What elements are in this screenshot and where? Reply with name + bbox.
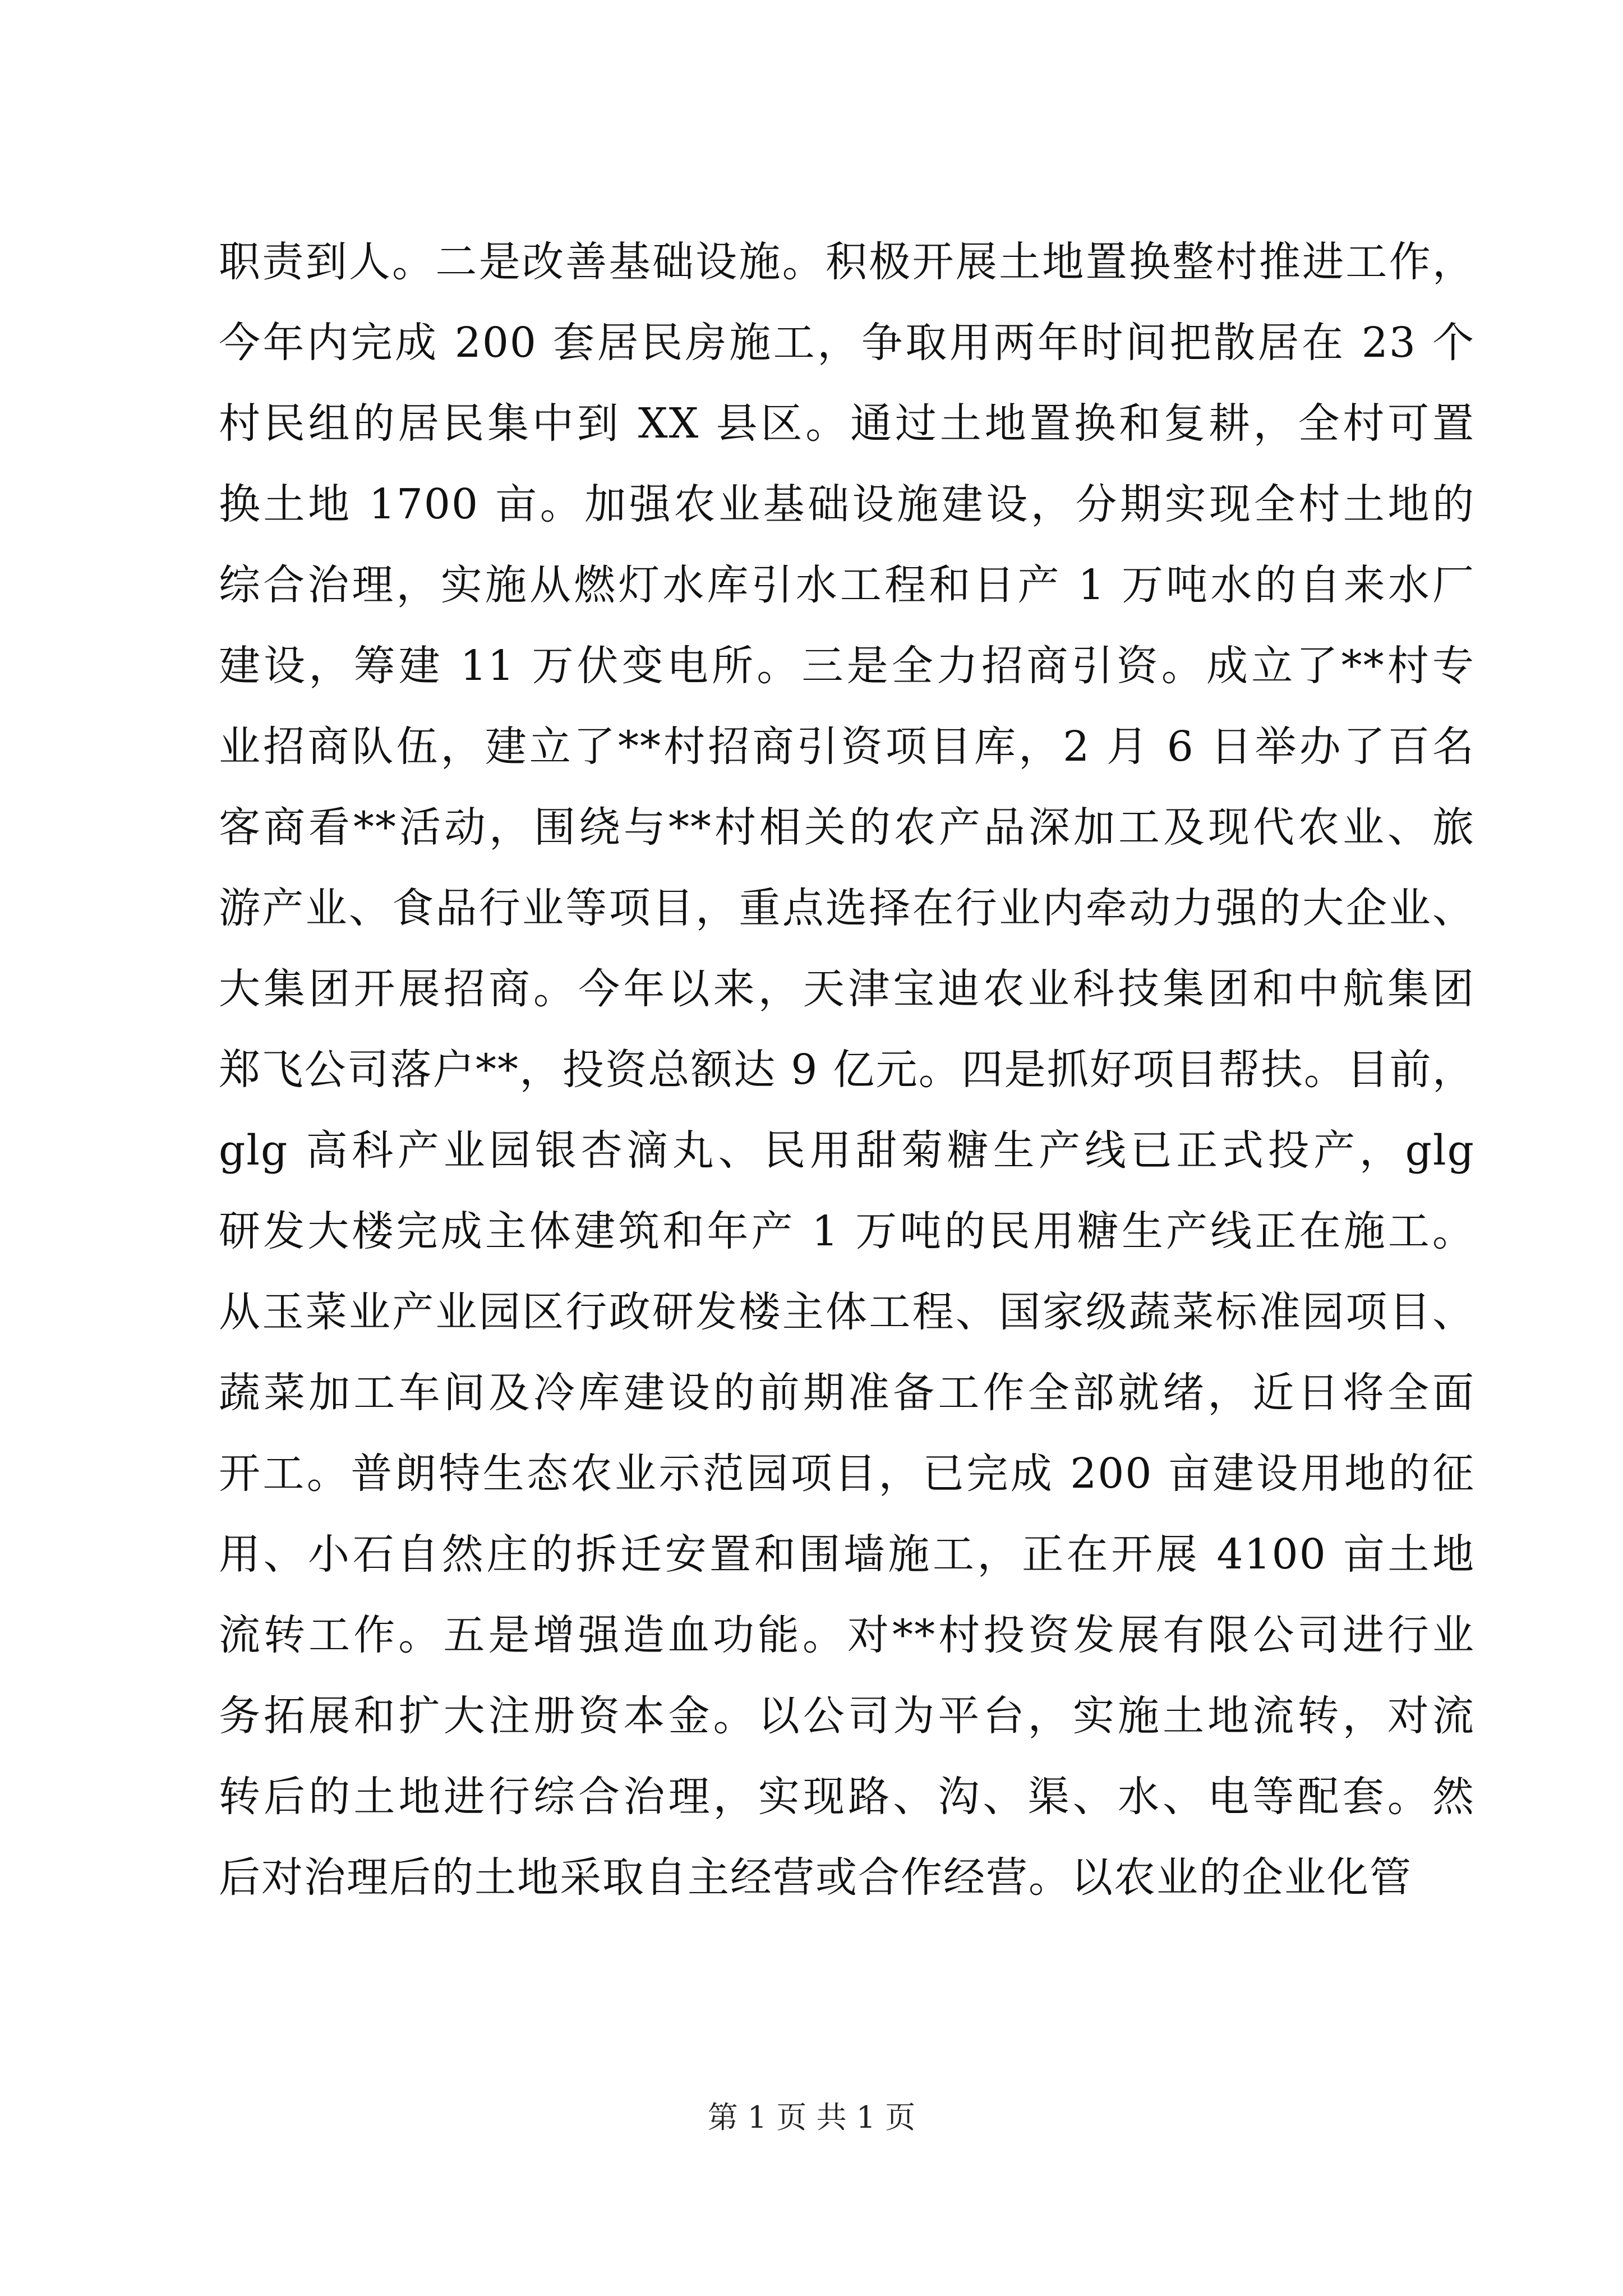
text-line: 大集团开展招商。今年以来，天津宝迪农业科技集团和中航集团 xyxy=(219,965,1475,1013)
text-line: 郑飞公司落户**，投资总额达 9 亿元。四是抓好项目帮扶。目前， xyxy=(219,1046,1475,1094)
page-footer: 第 1 页 共 1 页 xyxy=(707,2100,916,2135)
text-line: 建设，筹建 11 万伏变电所。三是全力招商引资。成立了**村专 xyxy=(219,642,1475,690)
body-text xyxy=(219,222,1475,1918)
text-line: glg 高科产业园银杏滴丸、民用甜菊糖生产线已正式投产，glg xyxy=(219,1126,1475,1175)
text-line: 综合治理，实施从燃灯水库引水工程和日产 1 万吨水的自来水厂 xyxy=(219,561,1475,609)
text-line: 游产业、食品行业等项目，重点选择在行业内牵动力强的大企业、 xyxy=(219,884,1475,932)
text-line: 后对治理后的土地采取自主经营或合作经营。以农业的企业化管 xyxy=(219,1853,1412,1902)
text-line: 用、小石自然庄的拆迁安置和围墙施工，正在开展 4100 亩土地 xyxy=(219,1530,1475,1579)
text-line: 研发大楼完成主体建筑和年产 1 万吨的民用糖生产线正在施工。 xyxy=(219,1207,1475,1255)
text-line: 客商看**活动，围绕与**村相关的农产品深加工及现代农业、旅 xyxy=(219,803,1475,852)
text-line: 转后的土地进行综合治理，实现路、沟、渠、水、电等配套。然 xyxy=(219,1773,1475,1821)
text-line: 务拓展和扩大注册资本金。以公司为平台，实施土地流转，对流 xyxy=(219,1692,1475,1740)
text-line: 开工。普朗特生态农业示范园项目，已完成 200 亩建设用地的征 xyxy=(219,1450,1475,1498)
text-line: 从玉菜业产业园区行政研发楼主体工程、国家级蔬菜标准园项目、 xyxy=(219,1288,1475,1336)
text-line: 流转工作。五是增强造血功能。对**村投资发展有限公司进行业 xyxy=(219,1611,1475,1659)
text-line: 今年内完成 200 套居民房施工，争取用两年时间把散居在 23 个 xyxy=(219,319,1475,367)
text-line: 换土地 1700 亩。加强农业基础设施建设，分期实现全村土地的 xyxy=(219,480,1475,528)
text-line: 村民组的居民集中到 XX 县区。通过土地置换和复耕，全村可置 xyxy=(219,399,1475,448)
text-line: 职责到人。二是改善基础设施。积极开展土地置换整村推进工作， xyxy=(219,238,1475,286)
text-line: 蔬菜加工车间及冷库建设的前期准备工作全部就绪，近日将全面 xyxy=(219,1369,1475,1417)
text-line: 业招商队伍，建立了**村招商引资项目库，2 月 6 日举办了百名 xyxy=(219,723,1475,771)
